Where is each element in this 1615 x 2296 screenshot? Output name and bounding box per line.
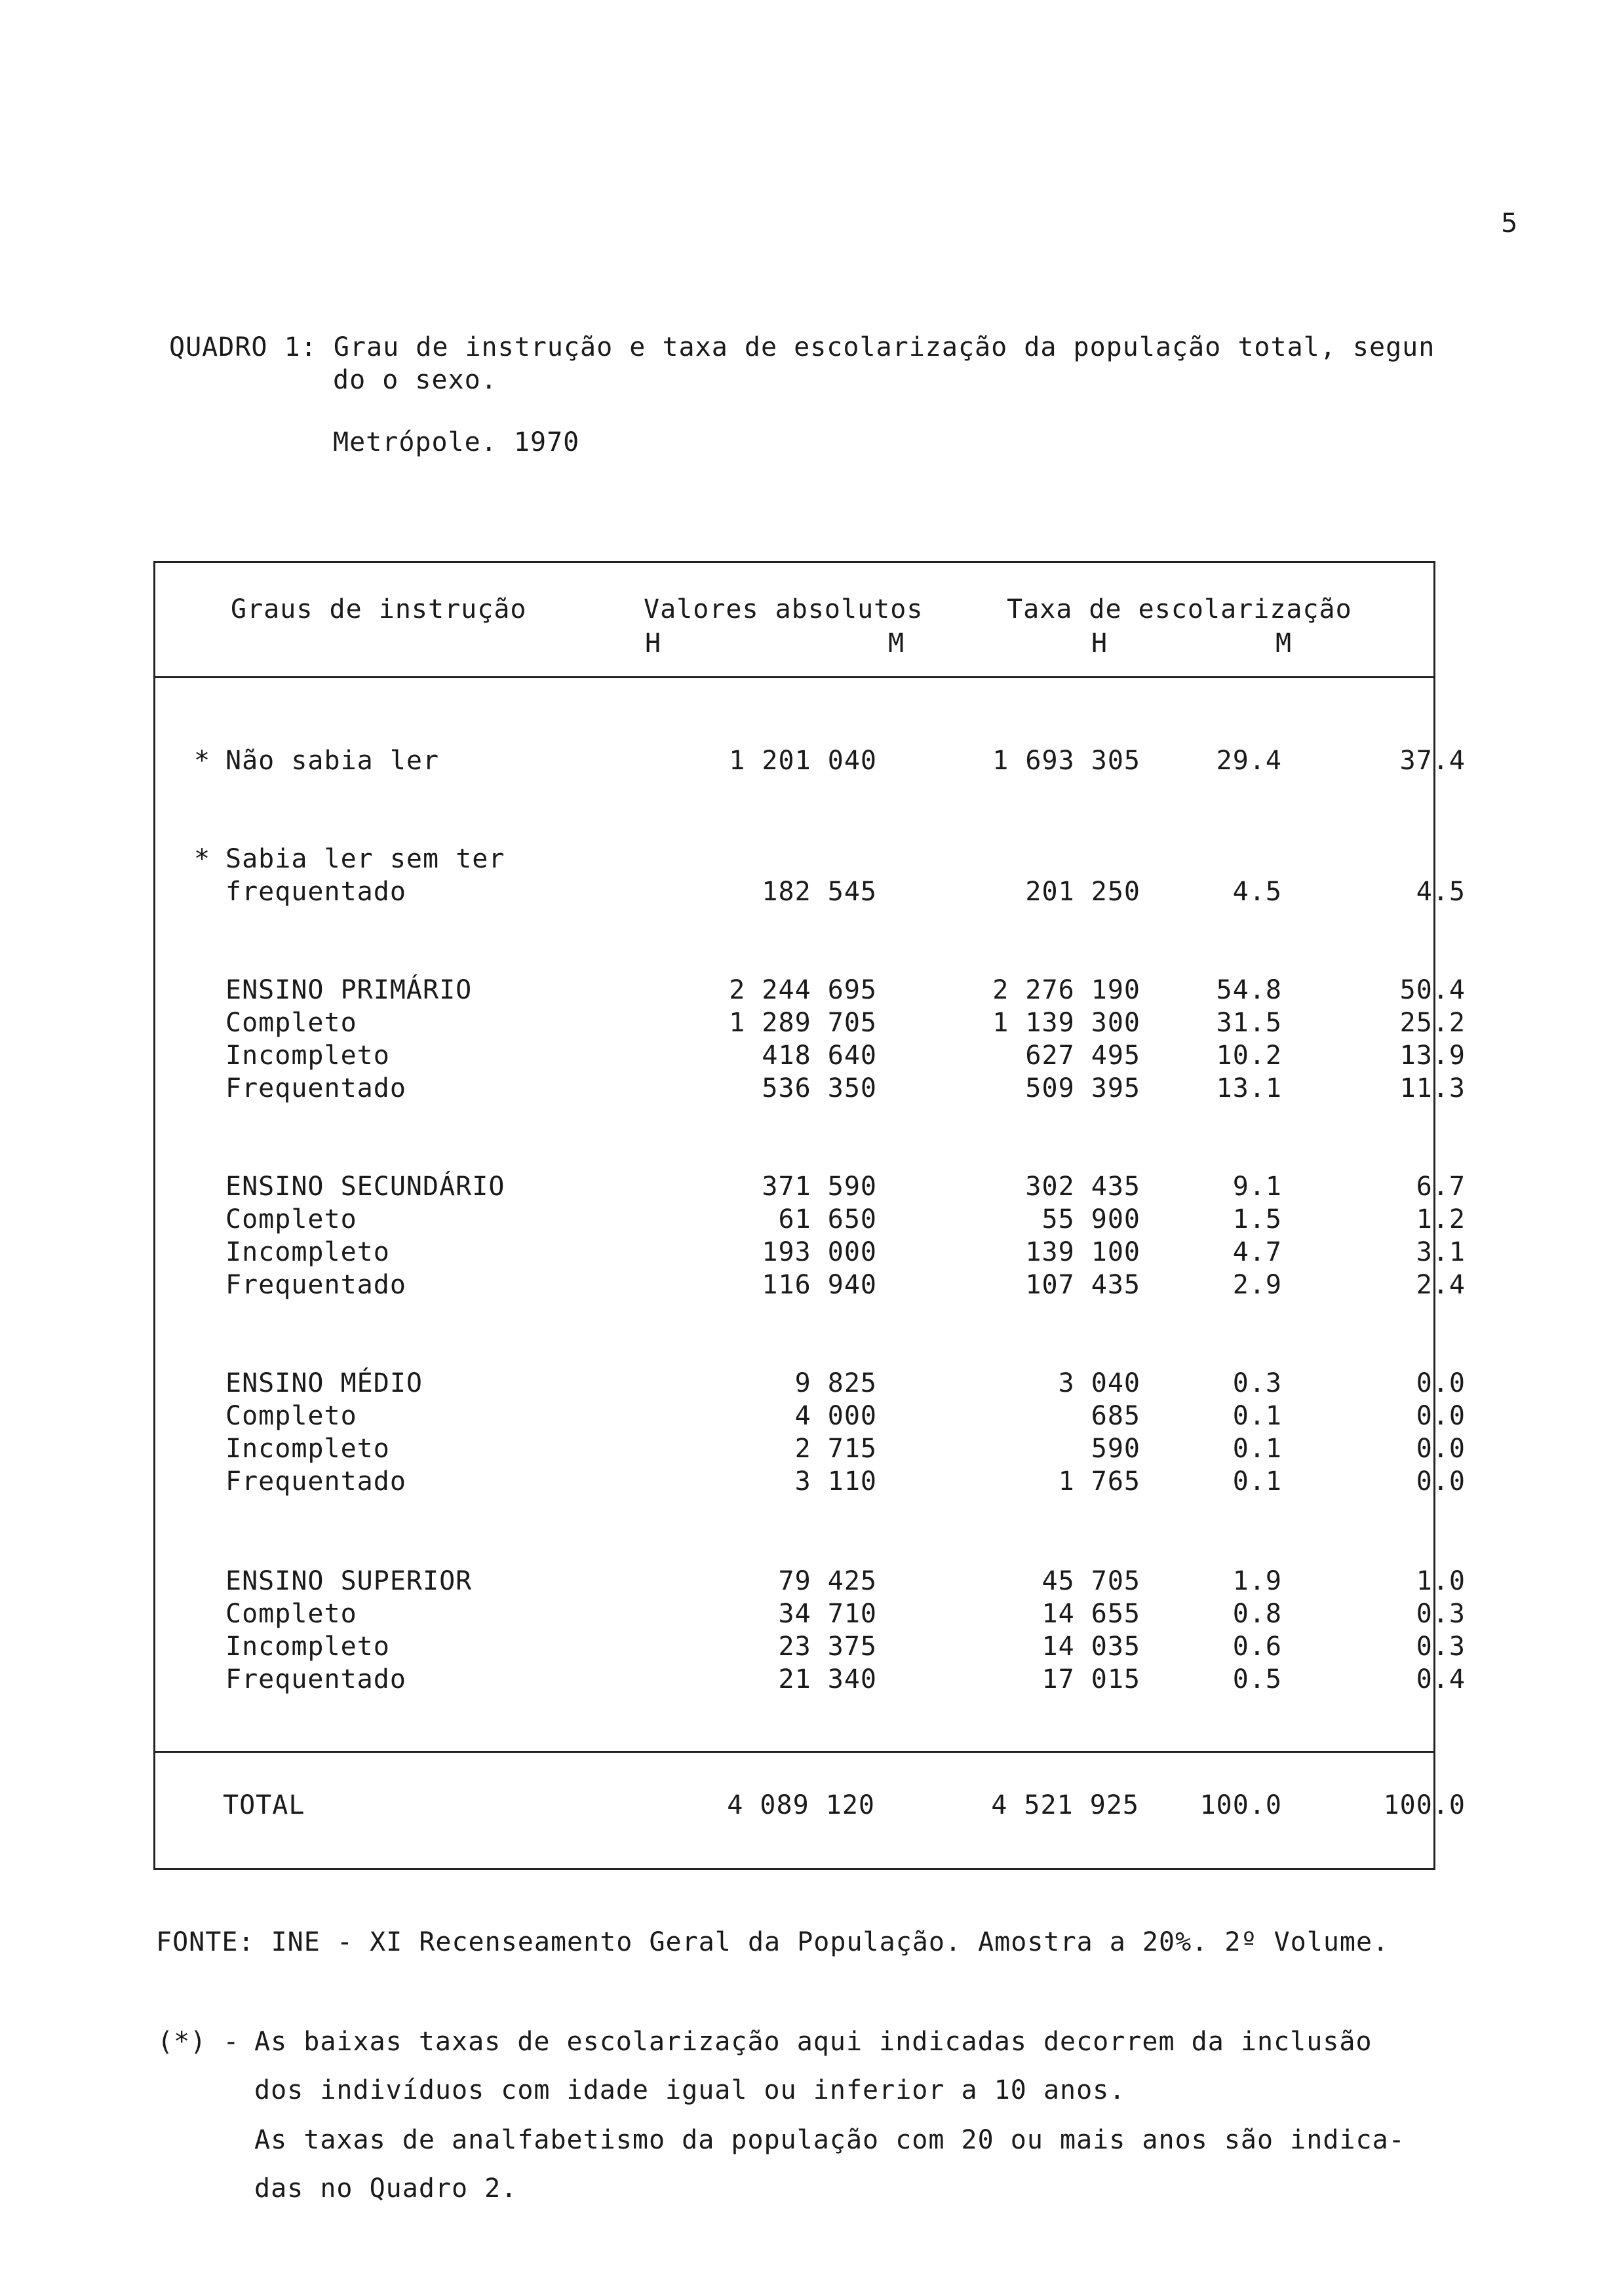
row-taxa-m: 0.0 xyxy=(1416,1368,1466,1398)
total-vh: 4 089 120 xyxy=(727,1790,875,1820)
row-label: frequentado xyxy=(225,877,406,907)
row-valor-h: 4 000 xyxy=(794,1401,877,1431)
row-label: ENSINO PRIMÁRIO xyxy=(225,975,473,1005)
row-taxa-h: 0.1 xyxy=(1232,1401,1282,1431)
row-valor-h: 3 110 xyxy=(794,1466,877,1497)
row-label: Não sabia ler xyxy=(225,746,440,776)
footnote-line: As baixas taxas de escolarização aqui indicadas decorrem da inclusão xyxy=(254,2027,1372,2057)
row-taxa-h: 1.5 xyxy=(1232,1204,1282,1234)
table-row xyxy=(153,875,1466,908)
table-row xyxy=(153,1006,1466,1039)
total-th: 100.0 xyxy=(1199,1790,1282,1820)
header-taxa-h: H xyxy=(1091,628,1108,659)
row-valor-m: 1 693 305 xyxy=(992,746,1140,776)
row-label: Completo xyxy=(225,1204,357,1234)
table-row xyxy=(153,1170,1466,1203)
row-label: Frequentado xyxy=(225,1073,406,1103)
row-valor-m: 627 495 xyxy=(1025,1041,1140,1071)
row-taxa-h: 13.1 xyxy=(1216,1073,1282,1103)
row-taxa-m: 0.3 xyxy=(1416,1599,1466,1629)
row-label: Sabia ler sem ter xyxy=(225,844,505,874)
row-label: Completo xyxy=(225,1401,357,1431)
row-label: Frequentado xyxy=(225,1466,406,1497)
row-valor-m: 17 015 xyxy=(1041,1664,1140,1694)
row-label: Incompleto xyxy=(225,1041,390,1071)
table-subtitle: Metrópole. 1970 xyxy=(333,427,580,457)
footnote-line: dos indivíduos com idade igual ou inferior a 10 anos. xyxy=(254,2075,1126,2105)
row-valor-h: 61 650 xyxy=(778,1204,877,1234)
row-valor-h: 116 940 xyxy=(762,1270,877,1300)
table-row xyxy=(153,1269,1466,1301)
row-taxa-m: 4.5 xyxy=(1416,877,1466,907)
table-row xyxy=(153,744,1466,777)
row-taxa-h: 0.5 xyxy=(1232,1664,1282,1694)
table-row xyxy=(153,1072,1466,1105)
row-valor-m: 509 395 xyxy=(1025,1073,1140,1103)
row-taxa-h: 0.3 xyxy=(1232,1368,1282,1398)
row-taxa-h: 0.1 xyxy=(1232,1466,1282,1497)
row-taxa-h: 54.8 xyxy=(1216,975,1282,1005)
row-taxa-m: 25.2 xyxy=(1399,1008,1466,1038)
row-taxa-m: 50.4 xyxy=(1399,975,1466,1005)
row-taxa-m: 3.1 xyxy=(1416,1237,1466,1267)
source-note: FONTE: INE - XI Recenseamento Geral da População. Amostra a 20%. 2º Volume. xyxy=(156,1927,1390,1957)
row-taxa-m: 0.0 xyxy=(1416,1434,1466,1464)
table-row xyxy=(153,1432,1466,1465)
total-separator xyxy=(153,1751,1435,1753)
row-label: Completo xyxy=(225,1008,357,1038)
row-valor-m: 107 435 xyxy=(1025,1270,1140,1300)
row-taxa-h: 4.7 xyxy=(1232,1237,1282,1267)
row-taxa-h: 1.9 xyxy=(1232,1566,1282,1596)
row-valor-m: 201 250 xyxy=(1025,877,1140,907)
row-label: Incompleto xyxy=(225,1632,390,1662)
row-taxa-m: 1.2 xyxy=(1416,1204,1466,1234)
header-valores-h: H xyxy=(645,628,662,659)
row-taxa-m: 13.9 xyxy=(1399,1041,1466,1071)
row-taxa-m: 0.3 xyxy=(1416,1632,1466,1662)
row-taxa-m: 6.7 xyxy=(1416,1172,1466,1202)
row-valor-h: 418 640 xyxy=(762,1041,877,1071)
row-label: Incompleto xyxy=(225,1434,390,1464)
row-label: Frequentado xyxy=(225,1270,406,1300)
row-valor-m: 2 276 190 xyxy=(992,975,1140,1005)
table-row xyxy=(153,1598,1466,1630)
row-valor-m: 139 100 xyxy=(1025,1237,1140,1267)
row-valor-m: 14 655 xyxy=(1041,1599,1140,1629)
row-valor-h: 193 000 xyxy=(762,1237,877,1267)
row-valor-m: 1 139 300 xyxy=(992,1008,1140,1038)
table-row xyxy=(153,1203,1466,1236)
table-row xyxy=(153,974,1466,1006)
row-valor-m: 55 900 xyxy=(1041,1204,1140,1234)
table-title-line2: do o sexo. xyxy=(333,365,497,395)
row-taxa-m: 37.4 xyxy=(1399,746,1466,776)
row-taxa-h: 4.5 xyxy=(1232,877,1282,907)
table-row xyxy=(153,1630,1466,1663)
row-valor-h: 1 201 040 xyxy=(729,746,877,776)
row-valor-h: 536 350 xyxy=(762,1073,877,1103)
row-taxa-m: 0.0 xyxy=(1416,1466,1466,1497)
row-valor-m: 302 435 xyxy=(1025,1172,1140,1202)
row-valor-m: 590 xyxy=(1091,1434,1140,1464)
total-tm: 100.0 xyxy=(1383,1790,1466,1820)
row-valor-h: 21 340 xyxy=(778,1664,877,1694)
row-valor-h: 1 289 705 xyxy=(729,1008,877,1038)
table-row xyxy=(153,1236,1466,1269)
row-label: ENSINO SUPERIOR xyxy=(225,1566,473,1596)
row-taxa-h: 0.6 xyxy=(1232,1632,1282,1662)
table-row xyxy=(153,843,1435,875)
row-star-mark: * xyxy=(194,746,210,776)
row-taxa-h: 0.8 xyxy=(1232,1599,1282,1629)
total-label: TOTAL xyxy=(223,1790,305,1820)
header-taxa-m: M xyxy=(1275,628,1293,659)
table-row xyxy=(153,1400,1466,1432)
row-valor-m: 14 035 xyxy=(1041,1632,1140,1662)
table-row xyxy=(153,1465,1466,1498)
row-taxa-m: 0.0 xyxy=(1416,1401,1466,1431)
row-taxa-h: 0.1 xyxy=(1232,1434,1282,1464)
row-valor-h: 2 244 695 xyxy=(729,975,877,1005)
row-label: Frequentado xyxy=(225,1664,406,1694)
page-number: 5 xyxy=(1501,208,1518,239)
row-star-mark: * xyxy=(194,844,210,874)
row-valor-m: 685 xyxy=(1091,1401,1140,1431)
header-valores: Valores absolutos xyxy=(644,594,924,624)
table-row xyxy=(153,1039,1466,1072)
table-row xyxy=(153,1565,1466,1598)
row-valor-h: 23 375 xyxy=(778,1632,877,1662)
row-taxa-h: 29.4 xyxy=(1216,746,1282,776)
row-label: ENSINO MÉDIO xyxy=(225,1368,423,1398)
table-row xyxy=(153,1367,1466,1400)
footnote-mark: (*) - xyxy=(157,2027,240,2057)
row-label: Completo xyxy=(225,1599,357,1629)
row-valor-m: 3 040 xyxy=(1058,1368,1140,1398)
row-taxa-m: 1.0 xyxy=(1416,1566,1466,1596)
row-valor-h: 371 590 xyxy=(762,1172,877,1202)
header-valores-m: M xyxy=(888,628,905,659)
table-row xyxy=(153,1663,1466,1696)
row-valor-h: 9 825 xyxy=(794,1368,877,1398)
total-row xyxy=(153,1789,1466,1822)
row-taxa-h: 10.2 xyxy=(1216,1041,1282,1071)
row-valor-h: 79 425 xyxy=(778,1566,877,1596)
row-valor-h: 34 710 xyxy=(778,1599,877,1629)
row-valor-h: 2 715 xyxy=(794,1434,877,1464)
header-taxa: Taxa de escolarização xyxy=(1007,594,1352,624)
table-title-line1: QUADRO 1: Grau de instrução e taxa de escolarização da população total, segun xyxy=(169,332,1435,362)
row-taxa-h: 2.9 xyxy=(1232,1270,1282,1300)
row-valor-m: 1 765 xyxy=(1058,1466,1140,1497)
footnote-line: das no Quadro 2. xyxy=(254,2173,518,2204)
footnote-line: As taxas de analfabetismo da população com 20 ou mais anos são indica- xyxy=(254,2125,1405,2155)
row-taxa-m: 11.3 xyxy=(1399,1073,1466,1103)
header-graus: Graus de instrução xyxy=(231,594,527,624)
row-taxa-m: 0.4 xyxy=(1416,1664,1466,1694)
row-taxa-h: 31.5 xyxy=(1216,1008,1282,1038)
row-label: Incompleto xyxy=(225,1237,390,1267)
row-taxa-h: 9.1 xyxy=(1232,1172,1282,1202)
row-label: ENSINO SECUNDÁRIO xyxy=(225,1172,505,1202)
row-taxa-m: 2.4 xyxy=(1416,1270,1466,1300)
total-vm: 4 521 925 xyxy=(991,1790,1139,1820)
row-valor-h: 182 545 xyxy=(762,877,877,907)
row-valor-m: 45 705 xyxy=(1041,1566,1140,1596)
header-separator xyxy=(153,676,1435,678)
